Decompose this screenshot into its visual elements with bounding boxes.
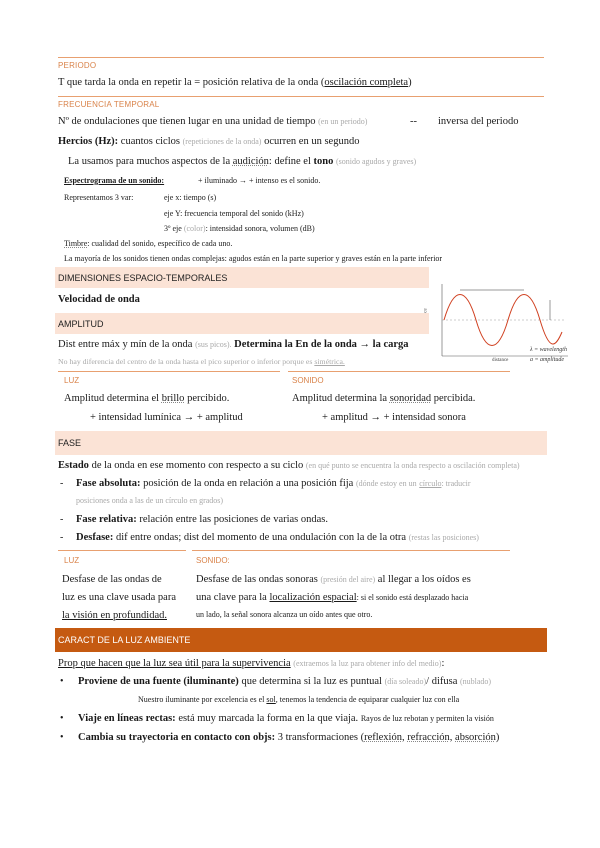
amplitud-definition: Dist entre máx y mín de la onda (sus picos). Determina la En de la onda → la carga (58, 339, 409, 350)
frecuencia-line-3: La usamos para muchos aspectos de la audición: define el tono (sonido agudos y graves) (68, 156, 417, 167)
timbre-line: Timbre: cualidad del sonido, específico de cada uno. (64, 239, 233, 248)
frecuencia-line-1: Nº de ondulaciones que tienen lugar en una unidad de tiempo (en un periodo) (58, 116, 368, 127)
fase-absoluta-line2: posiciones onda a las de un círculo en grados) (76, 496, 224, 505)
amplitud-note: No hay diferencia del centro de la onda hasta el pico superior o inferior porque es simétrica. (58, 357, 345, 366)
velocidad-heading: Velocidad de onda (58, 294, 140, 305)
divider (58, 371, 280, 372)
ondas-complejas: La mayoría de los sonidos tienen ondas complejas: agudos están en la parte superior y graves están en la parte inferior (64, 254, 443, 263)
fase-luz-line3: la visión en profundidad. (62, 610, 167, 621)
var-y: eje Y: frecuencia temporal del sonido (kHz) (164, 209, 304, 218)
section-band-fase (55, 431, 547, 455)
divider (58, 96, 544, 97)
wave-legend-amplitude: a = amplitude (530, 357, 565, 363)
section-label-amplitud: AMPLITUD (58, 319, 104, 329)
divider (58, 57, 544, 58)
caract-prop: Prop que hacen que la luz sea útil para la supervivencia (extraemos la luz para obtener info del medio): (58, 658, 445, 669)
espectrograma-title: Espectrograma de un sonido: (64, 176, 165, 185)
fase-luz-line1: Desfase de las ondas de (62, 574, 162, 585)
bullet-dash: - (60, 532, 64, 543)
frecuencia-line-2: Hercios (Hz): cuantos ciclos (repeticiones de la onda) ocurren en un segundo (58, 136, 360, 147)
fase-son-line2: una clave para la localización espacial: si el sonido está desplazado hacia (196, 592, 469, 603)
caract-bullet-2: Viaje en líneas rectas: está muy marcada la forma en la que viaja. Rayos de luz rebotan y permiten la visión (78, 713, 494, 724)
espectrograma-note: + iluminado → + intenso es el sonido. (198, 176, 321, 185)
fase-relativa: Fase relativa: relación entre las posiciones de varias ondas. (76, 514, 329, 525)
col-label-luz: LUZ (64, 556, 80, 565)
fase-estado: Estado de la onda en ese momento con respecto a su ciclo (en qué punto se encuentra la onda respecto a oscilación completa) (58, 460, 520, 471)
col-label-sonido: SONIDO: (196, 556, 230, 565)
wave-x-axis-label: distance (492, 358, 509, 363)
divider (192, 550, 510, 551)
section-band-amplitud (55, 313, 429, 334)
fase-luz-line2: luz es una clave usada para (62, 592, 176, 603)
caract-bullet-1: Proviene de una fuente (iluminante) que determina si la luz es puntual (día soleado)/ difusa (nublado) (78, 676, 492, 687)
wave-legend-lambda: λ = wavelength (530, 347, 567, 353)
bullet-dot: • (60, 676, 64, 687)
section-label-dimensiones: DIMENSIONES ESPACIO-TEMPORALES (58, 273, 228, 283)
wave-figure (432, 276, 572, 376)
section-label-caract: CARACT DE LA LUZ AMBIENTE (58, 635, 191, 645)
amplitud-son-relation: + amplitud → + intensidad sonora (322, 412, 466, 423)
bullet-dash: - (60, 514, 64, 525)
divider (288, 371, 510, 372)
caract-bullet-3: Cambia su trayectoria en contacto con objs: 3 transformaciones (reflexión, refracción, absorción) (78, 732, 500, 743)
periodo-definition: T que tarda la onda en repetir la = posición relativa de la onda (oscilación completa) (58, 77, 412, 88)
frecuencia-dash: -- (410, 116, 417, 127)
fase-son-line3: un lado, la señal sonora alcanza un oído antes que otro. (196, 610, 373, 619)
bullet-dot: • (60, 732, 64, 743)
col-label-sonido: SONIDO (292, 376, 324, 385)
section-label-frecuencia: FRECUENCIA TEMPORAL (58, 100, 160, 109)
bullet-dash: - (60, 478, 64, 489)
col-label-luz: LUZ (64, 376, 80, 385)
fase-son-line1: Desfase de las ondas sonoras (presión del aire) al llegar a los oídos es (196, 574, 471, 585)
caract-bullet-1-sub: Nuestro iluminante por excelencia es el sol, tenemos la tendencia de equiparar cualquier luz con ella (138, 695, 460, 704)
var-x: eje x: tiempo (s) (164, 193, 217, 202)
amplitud-luz-text: Amplitud determina el brillo percibido. (64, 393, 230, 404)
fase-desfase: Desfase: dif entre ondas; dist del momento de una ondulación con la de la otra (restas las posiciones) (76, 532, 479, 543)
amplitud-luz-relation: + intensidad lumínica → + amplitud (90, 412, 243, 423)
amplitud-son-text: Amplitud determina la sonoridad percibida. (292, 393, 476, 404)
divider (58, 550, 186, 551)
representamos-label: Representamos 3 var: (64, 193, 134, 202)
bullet-dot: • (60, 713, 64, 724)
section-label-periodo: PERIODO (58, 61, 97, 70)
fase-absoluta: Fase absoluta: posición de la onda en relación a una posición fija (dónde estoy en un círculo: traducir (76, 478, 471, 489)
var-3: 3º eje (color): intensidad sonora, volumen (dB) (164, 224, 315, 233)
frecuencia-inverse: inversa del periodo (438, 116, 519, 127)
section-label-fase: FASE (58, 438, 82, 448)
